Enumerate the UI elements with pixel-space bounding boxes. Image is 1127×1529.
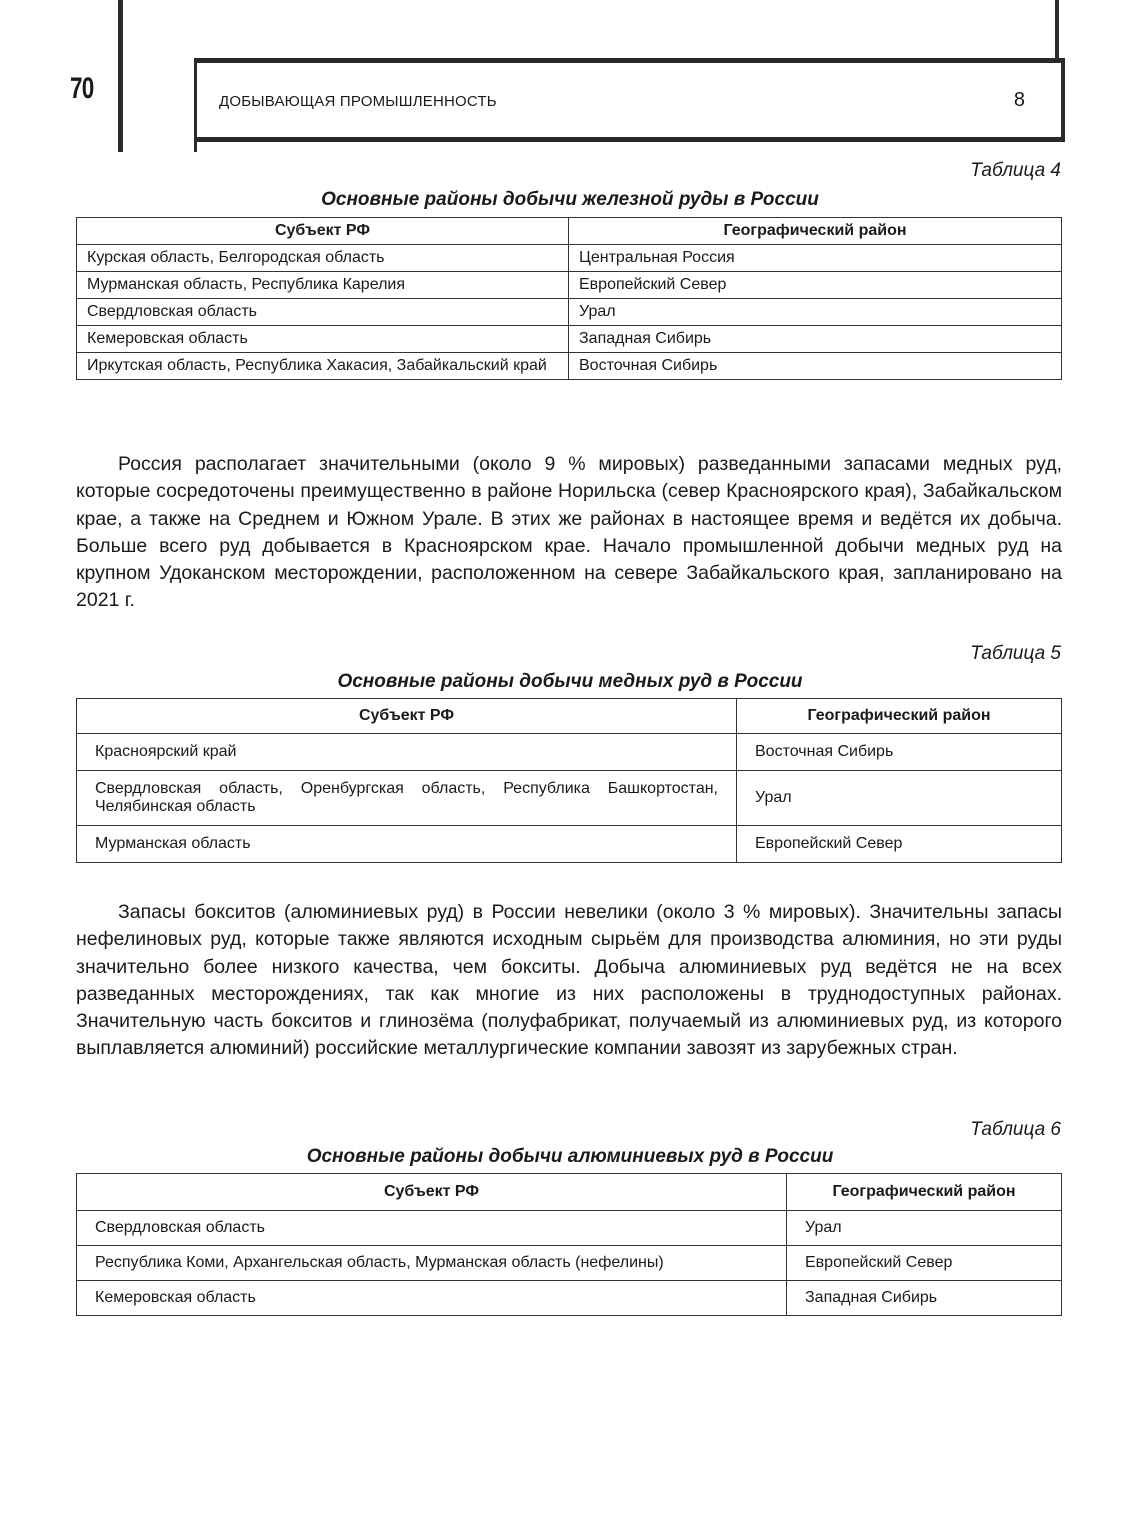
header-rule-right (1055, 0, 1059, 62)
table-cell: Восточная Сибирь (569, 353, 1062, 380)
table-cell: Республика Коми, Архангельская область, Мурманская область (нефелины) (77, 1246, 787, 1281)
column-header: Субъект РФ (77, 699, 737, 734)
table-header-row (77, 1174, 1062, 1211)
table-cell: Европейский Север (787, 1246, 1062, 1281)
table-header-row (77, 699, 1062, 734)
table4-title: Основные районы добычи железной руды в России (321, 189, 819, 210)
table-cell: Европейский Север (569, 272, 1062, 299)
table-row (77, 299, 1062, 326)
table-row (77, 1246, 1062, 1281)
body-paragraph-aluminium: Запасы бокситов (алюминиевых руд) в России невелики (около 3 % мировых). Значительны запасы нефелиновых руд, которые также являются исходным сырьём для производства алюминия, но эти руды значительно более низкого качества, чем бокситы. Добыча алюминиевых руд ведётся не на всех разведанных месторождениях, так как многие из них расположены в труднодоступных районах. Значительную часть бокситов и глинозёма (полуфабрикат, получаемый из алюминиевых руд, из которого выплавляется алюминий) российские металлургические компании завозят из зарубежных стран. (76, 901, 1062, 1060)
table5-label: Таблица 5 (970, 643, 1061, 664)
table-cell: Иркутская область, Республика Хакасия, Забайкальский край (77, 353, 569, 380)
table-row (77, 771, 1062, 826)
table-cell: Свердловская область (77, 299, 569, 326)
table4 (76, 217, 1062, 380)
table-cell: Европейский Север (737, 826, 1062, 863)
table-cell: Центральная Россия (569, 245, 1062, 272)
margin-rule (118, 0, 123, 152)
table-cell: Западная Сибирь (787, 1281, 1062, 1316)
table-cell: Урал (737, 771, 1062, 826)
table-cell: Урал (569, 299, 1062, 326)
table-row (77, 272, 1062, 299)
column-header: Субъект РФ (77, 218, 569, 245)
table-cell: Свердловская область, Оренбургская область, Республика Башкортостан, Челябинская область (77, 771, 737, 826)
table-row (77, 1281, 1062, 1316)
table-cell: Мурманская область, Республика Карелия (77, 272, 569, 299)
chapter-number: 8 (1013, 89, 1025, 111)
column-header: Географический район (737, 699, 1062, 734)
column-header: Субъект РФ (77, 1174, 787, 1211)
table-row (77, 326, 1062, 353)
page-number: 70 (70, 72, 94, 105)
table6-label: Таблица 6 (970, 1119, 1061, 1140)
table4-label: Таблица 4 (970, 160, 1061, 181)
table-row (77, 734, 1062, 771)
table-cell: Кемеровская область (77, 1281, 787, 1316)
table5 (76, 698, 1062, 863)
column-header: Географический район (569, 218, 1062, 245)
table-cell: Свердловская область (77, 1211, 787, 1246)
table-row (77, 353, 1062, 380)
table-row (77, 245, 1062, 272)
table-cell: Восточная Сибирь (737, 734, 1062, 771)
table6 (76, 1173, 1062, 1316)
table-cell: Западная Сибирь (569, 326, 1062, 353)
table-cell: Курская область, Белгородская область (77, 245, 569, 272)
table6-title: Основные районы добычи алюминиевых руд в России (306, 1146, 834, 1167)
running-header (194, 58, 1065, 142)
body-paragraph-copper: Россия располагает значительными (около 9 % мировых) разведанными запасами медных руд, которые сосредоточены преимущественно в районе Норильска (север Красноярского края), Забайкальском крае, а также на Среднем и Южном Урале. В этих же районах в настоящее время и ведётся их добыча. Больше всего руд добывается в Красноярском крае. Начало промышленной добычи медных руд на крупном Удоканском месторождении, расположенном на севере Забайкальского края, запланировано на 2021 г. (76, 453, 1062, 612)
table-cell: Мурманская область (77, 826, 737, 863)
table-cell: Кемеровская область (77, 326, 569, 353)
table5-title: Основные районы добычи медных руд в России (337, 671, 803, 692)
running-header-title: ДОБЫВАЮЩАЯ ПРОМЫШЛЕННОСТЬ (219, 93, 497, 110)
table-cell: Красноярский край (77, 734, 737, 771)
table-row (77, 826, 1062, 863)
table-cell: Урал (787, 1211, 1062, 1246)
table-header-row (77, 218, 1062, 245)
table-row (77, 1211, 1062, 1246)
column-header: Географический район (787, 1174, 1062, 1211)
